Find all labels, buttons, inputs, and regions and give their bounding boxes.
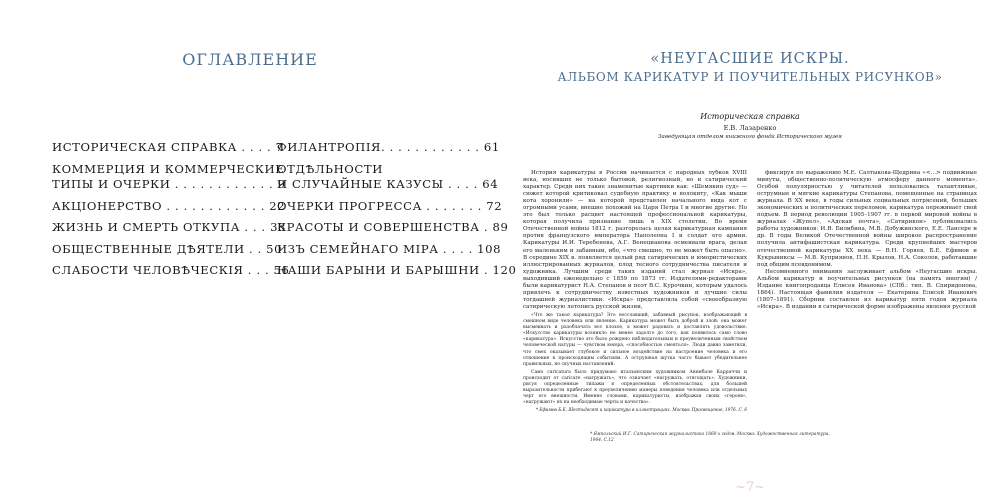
article-column-2 xyxy=(757,170,977,470)
toc-entry-tax-farming[interactable]: ЖИЗНЬ И СМЕРТЬ ОТКУПА . . . 38 xyxy=(52,220,287,234)
article-subtitle: АЛЬБОМ КАРИКАТУР И ПОУЧИТЕЛЬНЫХ РИСУНКОВ» xyxy=(557,70,943,84)
toc-entry-philanthropy[interactable]: ФИЛАНТРОПІЯ. . . . . . . . . . . . 61 xyxy=(277,140,500,154)
toc-heading: ОГЛАВЛЕНИЕ xyxy=(182,50,318,69)
quote-source: * Ефимов Б.Е. Шестьдесят и карикатура в иллюстрациях. Москва: Просвещение, 1976. С. 6 xyxy=(535,407,747,413)
toc-entry-public-figures[interactable]: ОБЩЕСТВЕННЫЕ ДѢЯТЕЛИ . . 50 xyxy=(52,241,283,256)
sidebar-quote: «Что же такое карикатура? Это восславший, забавный рисунок, изображающий в смешном виде человека или явление. Карикатура может быть доброй и злой: она может высмеивать и разоблачать все плохое, а может радовать и доставлять удовольствие. «Искусство карикатуры возникло не менее задолго до того, как появилось само слово «карикатура». Искусство это было рождено наблюдательным и преувеличенным свойством человеческой натуры — чувством юмора, «способностью смеяться». Люди давно заметили, что смех оказывает глубокое и сильное воздействие на настроение человека и его отношение к происходящим событиям. А острушная шутка часто бывает убедительнее правильных, но скучных наставлений. xyxy=(523,312,747,367)
author-role: Заведующая отделом книжного фонда Исторического музея xyxy=(658,134,842,140)
toc-entry-commerce-line1[interactable]: КОММЕРЦИЯ И КОММЕРЧЕСКИЕ xyxy=(52,161,285,176)
toc-entry-progress[interactable]: ОЧЕРКИ ПРОГРЕССА . . . . . . . 72 xyxy=(277,198,503,213)
sidebar-quote-2: Само caricatura было придумано итальянским художником Аннибале Карраччи и происходит от caricare «нагружать», что означает «нагружать, отягощать». Художники, рисуя определенные типажи в определенных обстоятельствах, для большей выразительности прибегают к преувеличению манеры поведения человека или отдельных черт его внешности. Именно словами, карикатуристы, изображая своих «героев», «нагружают» их на необходимые черты и качества». xyxy=(523,369,747,406)
toc-entry-ladies[interactable]: НАШИ БАРЫНИ И БАРЫШНИ . 120 xyxy=(277,263,517,277)
toc-entry-cases-line2[interactable]: И СЛУЧАЙНЫЕ КАЗУСЫ . . . . 64 xyxy=(277,177,499,191)
toc-entry-family[interactable]: ИЗЪ СЕМЕЙНАГО МІРА . . . . 108 xyxy=(277,241,502,256)
section-title: Историческая справка xyxy=(700,112,800,121)
toc-entry-cases-line1[interactable]: ОТДѢЛЬНОСТИ xyxy=(277,161,383,176)
toc-column-1 xyxy=(52,140,290,285)
page-number: ~7~ xyxy=(734,480,766,495)
footnote: * Ямпольский И.Г. Сатирическая журналистика 1860-х годов. Москва: Художественная литература, 1964. С.12 xyxy=(590,432,830,443)
toc-entry-joint-stock[interactable]: АКЦІОНЕРСТВО . . . . . . . . . . . . 22 xyxy=(52,198,286,213)
toc-entry-beauties[interactable]: КРАСОТЫ И СОВЕРШЕНСТВА . 89 xyxy=(277,220,509,234)
paragraph: Несомненного внимания заслуживает альбом «Неугасшие искры. Альбом карикатур и поучительных рисунков (на память многим) / Издание книгопродавца Елисея Иванова» (СПб.: тип. В. Спиридонова, 1864). Настоящая фамилия издателя — Екатерина Елисей Иванович (1807–1891). Сборник составлен из карикатур пяти годов журнала «Искра». В издании в сатирической форме изображены явления русской xyxy=(757,268,977,310)
author-name: Е.В. Лазаренко xyxy=(723,124,777,132)
article-column-1 xyxy=(523,170,747,428)
paragraph: История карикатуры в России начинается с народных лубков XVIII века, носивших не только бытовой, религиозный, но и сатирический характер. Среди них такие знаменитые картинки как: «Шемякин суд» — сюжет которой критиковал судебную практику и волокиту, «Как мыши кота хоронили» — на которой представлен начального вида кот с огромными усами, внешне похожий на Царя Петра I и многие другие. Но это был только расцвет настоящей профессиональной карикатуры, которая получила признание лишь в XIX столетии. Во время Отечественной войны 1812 г. разгорелась целая карикатурная кампания против французского императора Наполеона I и солдат его армии. Карикатуры И.И. Теребенева, А.Г. Венецианова осмеивали врага, делая его маленьким и забавным, ибо, «что смешно, то не может быть опасно». В середине XIX в. появляется целый ряд сатирических и юмористических иллюстрированных журналов, плод тесного сотрудничества писателя и художника. Лучшим среди таких изданий стал журнал «Искра», выходивший еженедельно с 1859 по 1873 гг. Издателями-редакторами были карикатурист Н.А. Степанов и поэт В.С. Курочкин, которым удалось привлечь к сотрудничеству известных художников и лучшие силы тогдашней журналистики. «Искра» представляла собой «своеобразную сатирическую летопись русской жизни, xyxy=(523,170,747,310)
paragraph: фиксируя по выражению М.Е. Салтыкова-Щедрина «<...> подвижные минуты, общественно-политическую атмосферу данного момента». Особой популярностью у читателей пользовались талантливые, острумные и мягкие карикатуры Степанова, помещенные на страницах журнала. В XX веке, в годы сильных социальных потрясений, больших экономических и политических переломов, карикатура переживает свой подъем. В период революции 1905–1907 гг. в первой мировой войны в журналах «Жупел», «Адская почта», «Сатирикон» публиковались работы художников: И.Я. Билибина, М.В. Добужинского, Е.Е. Лансере и др. В годы Великой Отечественной войны широкое распространение получила антифашистская карикатура. Среди крупнейших мастеров отечественной карикатуры XX века — В.Н. Горяев, Б.Е. Ефимов и Кукрыниксы — М.В. Куприянов, П.Н. Крылов, Н.А. Соколов, работавшие под общим псевдонимом. xyxy=(757,170,977,268)
toc-column-2 xyxy=(277,140,517,285)
toc-entry-commerce-line2[interactable]: ТИПЫ И ОЧЕРКИ . . . . . . . . . . . . 9 xyxy=(52,177,286,191)
toc-entry-historical[interactable]: ИСТОРИЧЕСКАЯ СПРАВКА . . . . 7 xyxy=(52,140,284,154)
toc-entry-human-weaknesses[interactable]: СЛАБОСТИ ЧЕЛОВѢЧЕСКІЯ . . . 56 xyxy=(52,263,290,277)
article-title: «НЕУГАСШИЕ ИСКРЫ. xyxy=(650,51,850,67)
